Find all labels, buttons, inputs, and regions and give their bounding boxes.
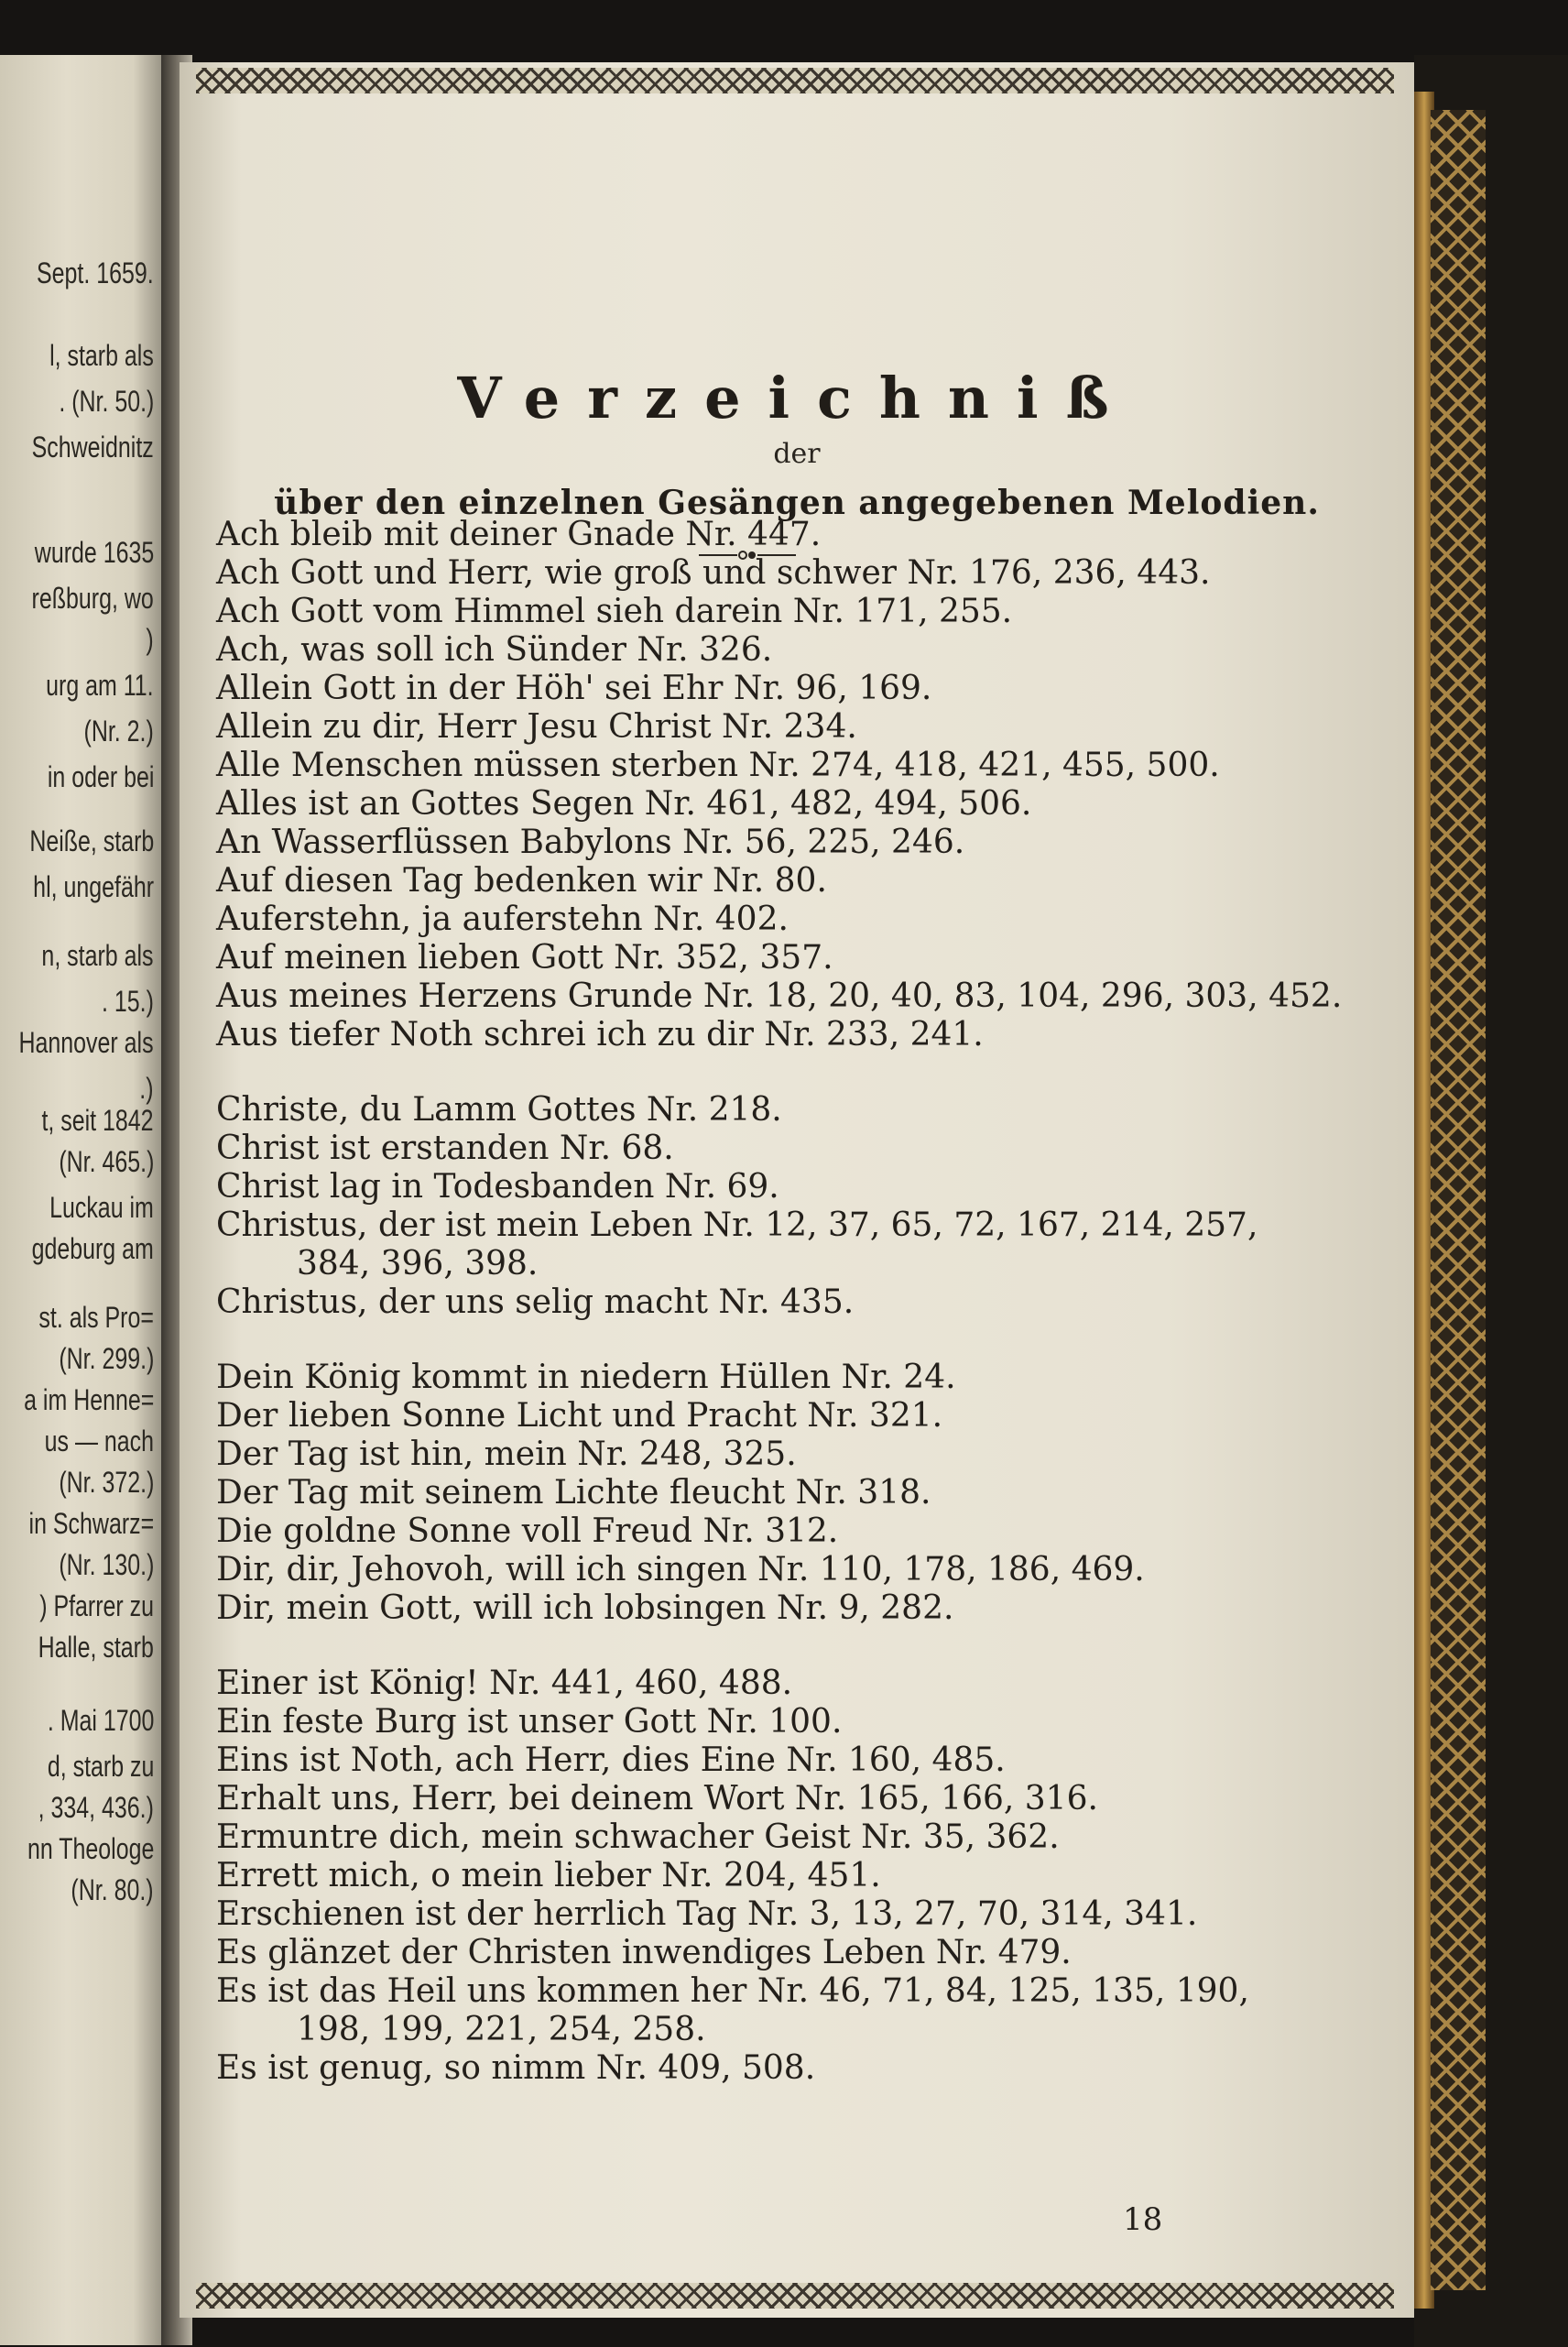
left-page-line: (Nr. 80.): [71, 1873, 154, 1906]
index-entry: Ach, was soll ich Sünder Nr. 326.: [216, 631, 773, 669]
left-page-line: d, starb zu: [47, 1750, 154, 1783]
index-entry: Allein zu dir, Herr Jesu Christ Nr. 234.: [216, 708, 857, 746]
index-entry: Es ist das Heil uns kommen her Nr. 46, 71, 84, 125, 135, 190,: [216, 1972, 1249, 2010]
index-entry: Aus meines Herzens Grunde Nr. 18, 20, 40, 83, 104, 296, 303, 452.: [216, 977, 1343, 1015]
left-page-line: , 334, 436.): [38, 1791, 154, 1824]
left-page-line: . (Nr. 50.): [58, 385, 154, 418]
index-entry: Auf diesen Tag bedenken wir Nr. 80.: [216, 862, 827, 900]
left-page-line: .): [139, 1072, 154, 1105]
index-entry: Dir, dir, Jehovoh, will ich singen Nr. 110, 178, 186, 469.: [216, 1551, 1145, 1588]
index-entry: Allein Gott in der Höh' sei Ehr Nr. 96, 169.: [216, 670, 932, 707]
left-page-line: Schweidnitz: [31, 431, 154, 464]
left-page-line: Hannover als: [18, 1026, 154, 1059]
left-page-line: l, starb als: [49, 339, 154, 372]
index-entry: Ach Gott vom Himmel sieh darein Nr. 171, 255.: [216, 593, 1013, 630]
left-page-line: (Nr. 130.): [58, 1548, 154, 1581]
left-page-line: a im Henne=: [23, 1383, 154, 1416]
page-content: [180, 62, 1414, 2318]
left-page-line: (Nr. 299.): [58, 1342, 154, 1375]
index-entry: Christe, du Lamm Gottes Nr. 218.: [216, 1091, 782, 1129]
index-entry: Ein feste Burg ist unser Gott Nr. 100.: [216, 1703, 843, 1741]
index-entry: Einer ist König! Nr. 441, 460, 488.: [216, 1665, 793, 1702]
index-entry: Eins ist Noth, ach Herr, dies Eine Nr. 160, 485.: [216, 1741, 1006, 1779]
left-page-line: nn Theologe: [27, 1832, 154, 1865]
index-entry: Auf meinen lieben Gott Nr. 352, 357.: [216, 939, 833, 977]
left-page-line: Neiße, starb: [29, 824, 154, 857]
index-entry: Erschienen ist der herrlich Tag Nr. 3, 13, 27, 70, 314, 341.: [216, 1895, 1198, 1933]
right-page: [180, 62, 1414, 2318]
index-entry-continuation: 384, 396, 398.: [297, 1245, 539, 1283]
index-entry: Alles ist an Gottes Segen Nr. 461, 482, 494, 506.: [216, 785, 1032, 823]
left-page-line: Luckau im: [49, 1191, 154, 1224]
index-entry: Auferstehn, ja auferstehn Nr. 402.: [216, 901, 789, 938]
left-page-line: (Nr. 2.): [83, 715, 154, 748]
left-page-line: in Schwarz=: [28, 1507, 154, 1540]
decorative-cover-pattern: [1431, 110, 1486, 2290]
index-entry: Christ lag in Todesbanden Nr. 69.: [216, 1168, 779, 1206]
left-page-line: t, seit 1842: [41, 1104, 154, 1137]
index-entry: Christus, der ist mein Leben Nr. 12, 37, 65, 72, 167, 214, 257,: [216, 1206, 1258, 1244]
page-number: 18: [1123, 2201, 1163, 2238]
left-page-line: (Nr. 372.): [58, 1466, 154, 1499]
left-page-line: . Mai 1700: [47, 1704, 154, 1737]
index-entry: Ach Gott und Herr, wie groß und schwer Nr. 176, 236, 443.: [216, 554, 1211, 592]
index-entry: Dir, mein Gott, will ich lobsingen Nr. 9, 282.: [216, 1589, 954, 1627]
index-entry: Der Tag ist hin, mein Nr. 248, 325.: [216, 1435, 797, 1473]
index-entry: Erhalt uns, Herr, bei deinem Wort Nr. 165, 166, 316.: [216, 1780, 1098, 1818]
left-page-line: gdeburg am: [31, 1232, 154, 1265]
index-entry: Christ ist erstanden Nr. 68.: [216, 1130, 674, 1167]
left-page-line: hl, ungefähr: [33, 870, 154, 903]
index-entry: Aus tiefer Noth schrei ich zu dir Nr. 233, 241.: [216, 1016, 984, 1053]
index-entry: Der lieben Sonne Licht und Pracht Nr. 321.: [216, 1397, 943, 1435]
index-entry: Ermuntre dich, mein schwacher Geist Nr. 35, 362.: [216, 1818, 1060, 1856]
left-page-line: urg am 11.: [46, 669, 154, 702]
left-page-line: reßburg, wo: [31, 582, 154, 615]
index-entry: Dein König kommt in niedern Hüllen Nr. 24.: [216, 1359, 956, 1396]
index-entry: Errett mich, o mein lieber Nr. 204, 451.: [216, 1857, 881, 1894]
index-entry: Es ist genug, so nimm Nr. 409, 508.: [216, 2049, 816, 2087]
left-page-line: . 15.): [102, 985, 154, 1018]
left-page-line: Halle, starb: [38, 1631, 154, 1664]
left-page-line: Sept. 1659.: [37, 257, 154, 289]
subtitle-der: der: [773, 438, 821, 470]
page-subtitle: über den einzelnen Gesängen angegebenen Melodien.: [274, 484, 1320, 522]
left-page-line: in oder bei: [47, 760, 154, 793]
left-page-line: wurde 1635: [34, 536, 154, 569]
left-page: [0, 55, 167, 2345]
page-title: Verzeichniß: [457, 365, 1137, 431]
index-entry: Alle Menschen müssen sterben Nr. 274, 418, 421, 455, 500.: [216, 747, 1220, 784]
index-entry: Die goldne Sonne voll Freud Nr. 312.: [216, 1512, 839, 1550]
index-entry: Es glänzet der Christen inwendiges Leben Nr. 479.: [216, 1934, 1072, 1971]
index-entry-continuation: 198, 199, 221, 254, 258.: [297, 2011, 706, 2048]
left-page-line: n, starb als: [41, 939, 154, 972]
index-entry: Der Tag mit seinem Lichte fleucht Nr. 318.: [216, 1474, 931, 1512]
left-page-line: st. als Pro=: [38, 1301, 154, 1334]
index-entry: Ach bleib mit deiner Gnade Nr. 447.: [216, 516, 822, 553]
left-page-line: (Nr. 465.): [58, 1145, 154, 1178]
left-page-line: us — nach: [44, 1425, 154, 1457]
index-entry: An Wasserflüssen Babylons Nr. 56, 225, 246.: [216, 824, 965, 861]
left-page-line: ): [146, 623, 154, 656]
index-entry: Christus, der uns selig macht Nr. 435.: [216, 1283, 855, 1321]
left-page-line: ) Pfarrer zu: [39, 1589, 154, 1622]
